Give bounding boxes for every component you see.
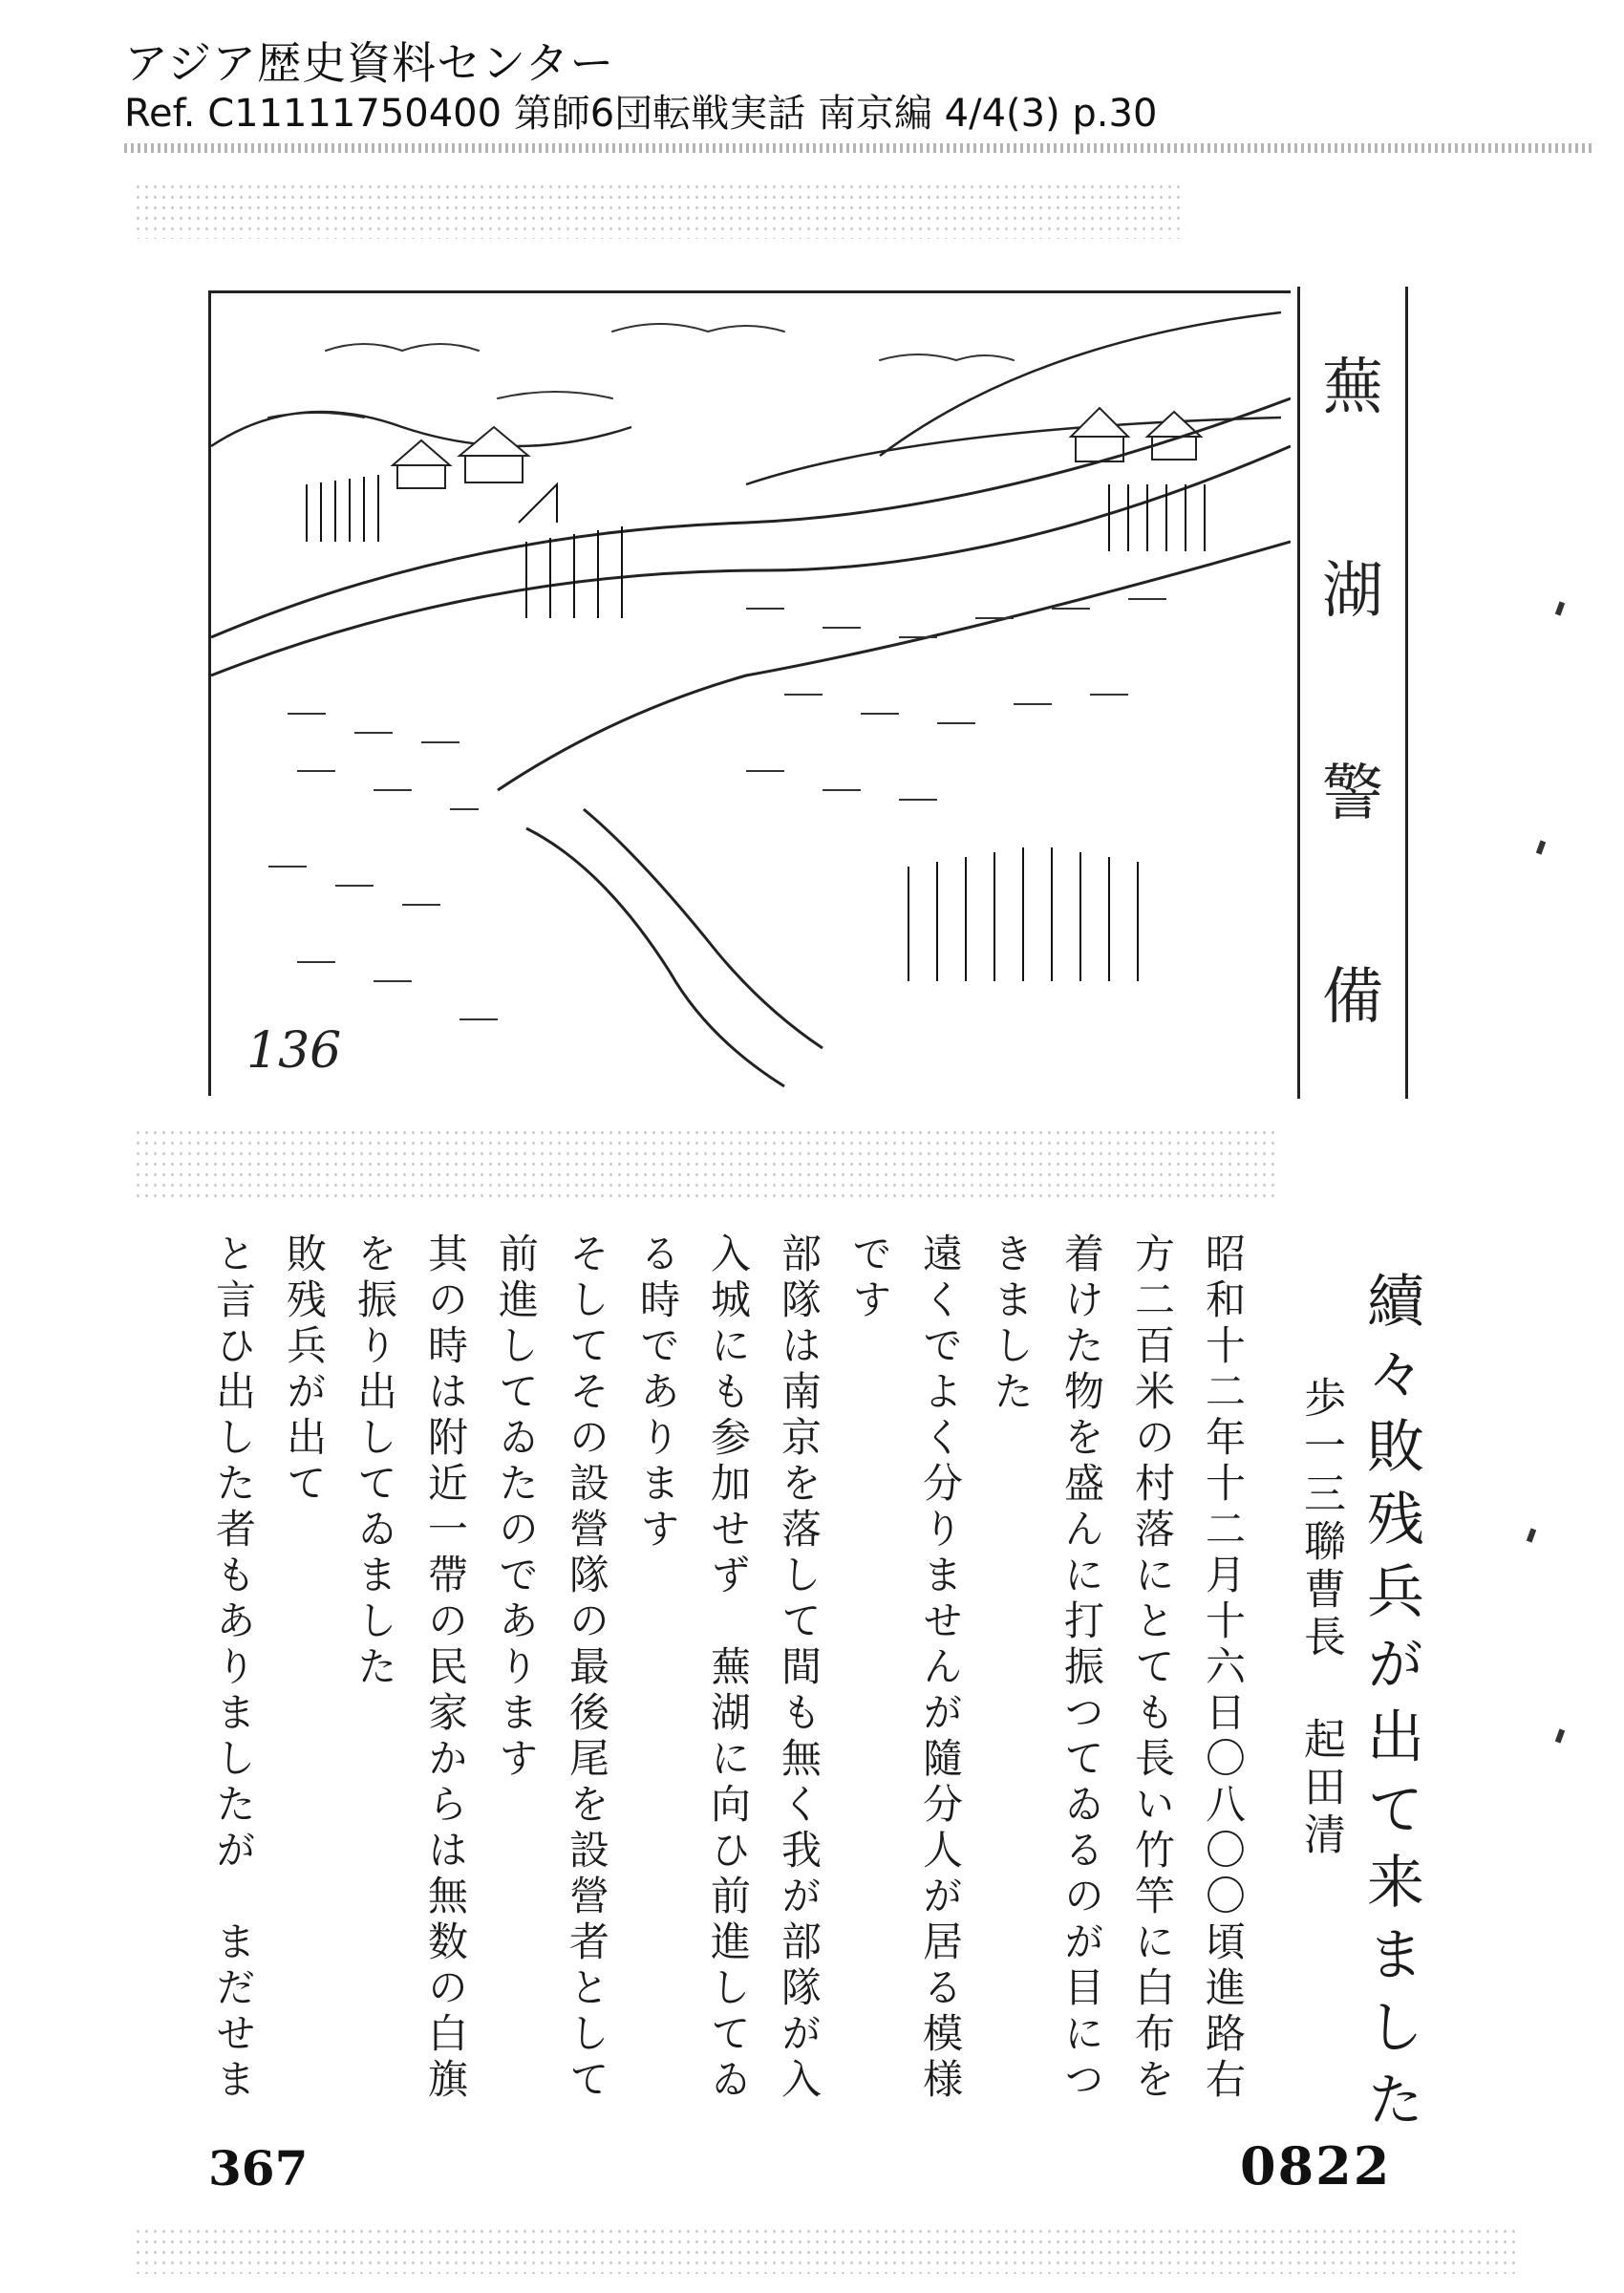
manuscript-line: 前進してゐたのであります [493, 1232, 540, 1783]
illustration-caption [1297, 287, 1408, 1099]
manuscript-line: と言ひ出した者もありましたが まだせま [210, 1232, 257, 2104]
margin-mark [1527, 1528, 1536, 1542]
soldier-columns [307, 475, 1205, 981]
landscape-illustration [208, 290, 1291, 1096]
manuscript-author: 歩一三聯曹長 起田清 [1296, 1376, 1345, 1860]
manuscript-title: 續々敗残兵が出て来ました [1357, 1271, 1424, 2142]
caption-char: 湖 [1322, 555, 1383, 627]
manuscript-line: 部隊は南京を落して間も無く我が部隊が入 [776, 1232, 823, 2104]
manuscript-line: です [846, 1232, 893, 1324]
page-number-right: 0822 [1240, 2135, 1392, 2197]
manuscript-line: る時であります [634, 1232, 681, 1554]
archive-name: アジア歴史資料センター [124, 37, 615, 89]
manuscript-line: を振り出してゐました [352, 1232, 398, 1691]
manuscript-line: 入城にも参加せず 蕪湖に向ひ前進してゐ [705, 1232, 752, 2104]
caption-char: 備 [1322, 961, 1383, 1033]
manuscript-line: そしてその設營隊の最後尾を設營者として [564, 1232, 610, 2104]
paddy-field-hatching [268, 599, 1166, 1019]
manuscript-line: 方二百米の村落にとても長い竹竿に白布を [1129, 1232, 1176, 2104]
reference-line: Ref. C11111750400 第師6団転戦実話 南京編 4/4(3) p.30 [124, 92, 1158, 136]
margin-mark [1555, 601, 1565, 615]
manuscript-line: 遠くでよく分りませんが隨分人が居る模様 [917, 1232, 964, 2104]
scan-noise [134, 2226, 1519, 2274]
manuscript-line: 其の時は附近一帶の民家からは無数の白旗 [422, 1232, 469, 2104]
manuscript-line: 昭和十二年十二月十六日〇八〇〇頃進路右 [1200, 1232, 1247, 2104]
header-divider [124, 143, 1595, 153]
scan-noise [134, 1127, 1280, 1204]
caption-char: 警 [1322, 759, 1383, 830]
village-houses [393, 408, 1201, 488]
manuscript-line: 敗残兵が出て [281, 1232, 328, 1508]
caption-char: 蕪 [1322, 353, 1383, 424]
sky-clouds [268, 324, 1014, 418]
margin-mark [1536, 840, 1546, 854]
handwritten-text [172, 1232, 1424, 2142]
manuscript-line: きました [988, 1232, 1035, 1416]
manuscript-line: 着けた物を盛んに打振つてゐるのが目につ [1058, 1232, 1105, 2104]
soldiers-landscape-drawing [211, 293, 1291, 1096]
scan-noise [134, 182, 1185, 239]
plate-number: 136 [246, 1022, 342, 1080]
page-number-left: 367 [208, 2140, 309, 2197]
margin-mark [1555, 1728, 1565, 1743]
archive-header [124, 36, 1157, 138]
